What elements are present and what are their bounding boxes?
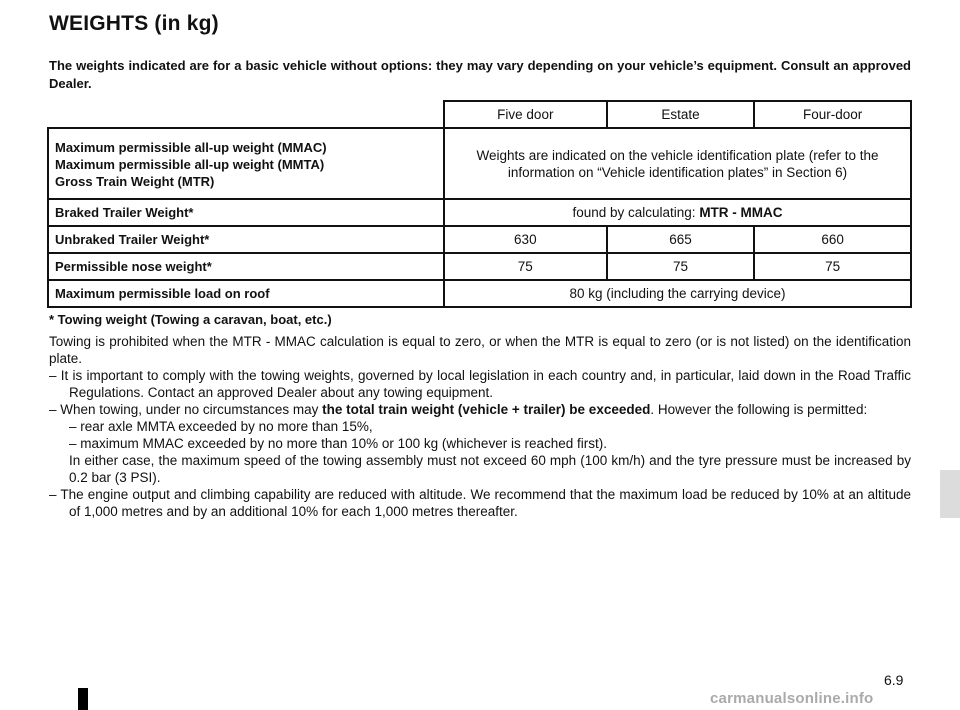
table-row <box>48 128 911 199</box>
table-cell: 660 <box>754 226 911 253</box>
bullet-item <box>49 401 911 418</box>
bullet-item: – It is important to comply with the towing weights, governed by local legislation in each country and, in particular, laid down in the Road Traffic Regulations. Contact an approved Dealer about any towing equipment. <box>49 368 911 400</box>
table-header-row <box>48 101 911 128</box>
intro-text: The weights indicated are for a basic vehicle without options: they may vary depending on your vehicle’s equipment. Consult an approved Dealer. <box>49 58 911 91</box>
row-label-line: Gross Train Weight (MTR) <box>55 174 215 189</box>
table-cell: 75 <box>444 253 607 280</box>
table-cell: 665 <box>607 226 755 253</box>
table-row <box>48 226 911 253</box>
row-label-line: Maximum permissible all-up weight (MMTA) <box>55 157 325 172</box>
bullet-item: – The engine output and climbing capability are reduced with altitude. We recommend that the maximum load be reduced by 10% at an altitude of 1,000 metres and by an additional 10% for each 1,000 metres thereafter. <box>49 487 911 519</box>
bullet-continuation: In either case, the maximum speed of the towing assembly must not exceed 60 mph (100 km/h) and the tyre pressure must be increased by 0.2 bar (3 PSI). <box>69 453 911 485</box>
sub-bullet-item: – rear axle MMTA exceeded by no more than 15%, <box>69 419 373 434</box>
row-label: Maximum permissible load on roof <box>48 280 444 307</box>
body-text <box>49 333 911 520</box>
row-label-line: Maximum permissible all-up weight (MMAC) <box>55 140 327 155</box>
table-row <box>48 253 911 280</box>
row-value: 80 kg (including the carrying device) <box>444 280 911 307</box>
table-row <box>48 199 911 226</box>
watermark: carmanualsonline.info <box>710 690 874 707</box>
section-tab-marker <box>940 470 960 518</box>
column-header: Five door <box>444 101 607 128</box>
sub-bullet-item: – maximum MMAC exceeded by no more than 10% or 100 kg (whichever is reached first). <box>69 436 607 451</box>
row-label <box>48 128 444 199</box>
bullet-text: . However the following is permitted: <box>650 402 868 417</box>
table-cell: 630 <box>444 226 607 253</box>
page-number: 6.9 <box>884 672 904 688</box>
paragraph: Towing is prohibited when the MTR - MMAC calculation is equal to zero, or when the MTR is equal to zero (or is not listed) on the identification plate. <box>49 334 911 366</box>
bullet-text: – When towing, under no circumstances may <box>49 402 323 417</box>
column-header: Estate <box>607 101 755 128</box>
table-row <box>48 280 911 307</box>
row-label: Braked Trailer Weight* <box>48 199 444 226</box>
row-label: Unbraked Trailer Weight* <box>48 226 444 253</box>
page-title: WEIGHTS (in kg) <box>49 12 219 35</box>
bullet-emphasis: the total train weight (vehicle + trailer) be exceeded <box>322 402 651 417</box>
table-cell: 75 <box>607 253 755 280</box>
footnote: * Towing weight (Towing a caravan, boat, etc.) <box>49 312 332 327</box>
row-value <box>444 199 911 226</box>
corner-mark <box>78 688 88 710</box>
formula-prefix: found by calculating: <box>572 205 700 220</box>
table-header-blank <box>48 101 444 128</box>
column-header: Four-door <box>754 101 911 128</box>
formula: MTR - MMAC <box>699 205 783 220</box>
weights-table <box>47 100 912 308</box>
table-cell: 75 <box>754 253 911 280</box>
row-label: Permissible nose weight* <box>48 253 444 280</box>
row-value: Weights are indicated on the vehicle identification plate (refer to the information on “Vehicle identification plates” in Section 6) <box>444 128 911 199</box>
